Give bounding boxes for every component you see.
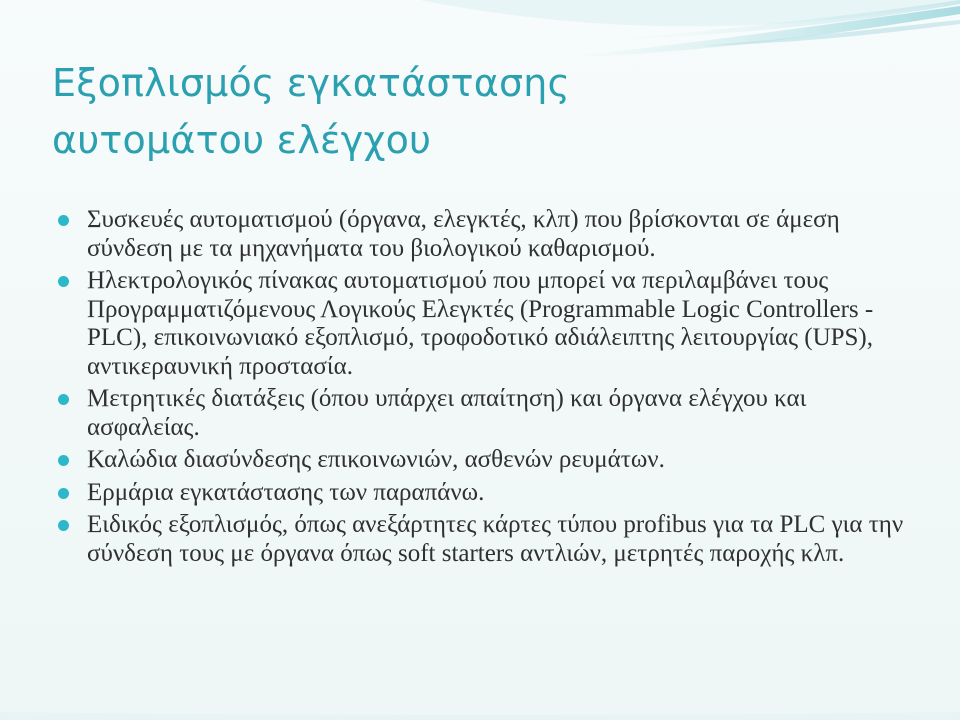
title-line-2: αυτομάτου ελέγχου [52, 118, 432, 162]
bullet-item [52, 206, 922, 263]
bullet-text: Ειδικός εξοπλισμός, όπως ανεξάρτητες κάρτες τύπου profibus για τα PLC για την σύνδεση τους με όργανα όπως soft starters αντλιών, μετρητές παροχής κλπ. [87, 511, 904, 567]
bullet-item [52, 446, 922, 475]
bullet-dot-icon [58, 488, 69, 499]
bullet-dot-icon [58, 394, 69, 405]
bullet-text: Καλώδια διασύνδεσης επικοινωνιών, ασθενών ρευμάτων. [87, 446, 665, 473]
bullet-dot-icon [58, 520, 69, 531]
slide-title [52, 55, 912, 169]
bullet-dot-icon [58, 276, 69, 287]
bullet-item [52, 267, 922, 381]
bullet-item [52, 385, 922, 442]
bullet-dot-icon [58, 215, 69, 226]
bullet-list [52, 206, 922, 572]
bullet-item [52, 511, 922, 568]
bullet-item [52, 479, 922, 508]
bullet-text: Ηλεκτρολογικός πίνακας αυτοματισμού που μπορεί να περιλαμβάνει τους Προγραμματιζόμενους Λογικούς Ελεγκτές (Programmable Logic Controllers - PLC), επικοινωνιακό εξοπλισμό, τροφοδοτικό αδιάλειπτης λειτουργίας (UPS), αντικεραυνική προστασία. [87, 267, 874, 380]
bullet-text: Μετρητικές διατάξεις (όπου υπάρχει απαίτηση) και όργανα ελέγχου και ασφαλείας. [87, 385, 807, 441]
bullet-dot-icon [58, 455, 69, 466]
title-line-1: Εξοπλισμός εγκατάστασης [52, 61, 571, 105]
bullet-text: Ερμάρια εγκατάστασης των παραπάνω. [87, 478, 485, 506]
bullet-text: Συσκευές αυτοματισμού (όργανα, ελεγκτές, κλπ) που βρίσκονται σε άμεση σύνδεση με τα μηχανήματα του βιολογικού καθαρισμού. [87, 206, 840, 262]
